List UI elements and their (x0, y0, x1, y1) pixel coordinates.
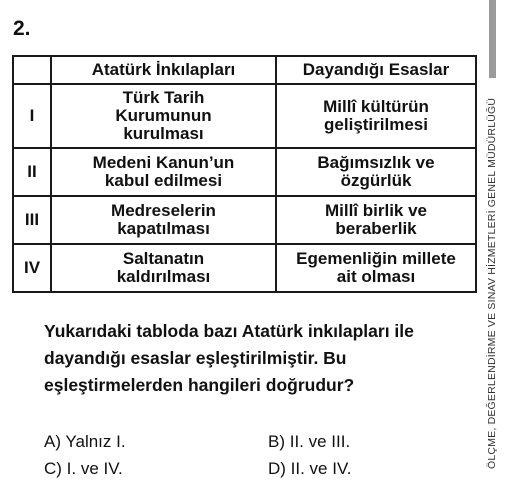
publisher-sidebar (476, 0, 513, 487)
row-principle: Egemenliğin millete ait olması (276, 244, 476, 292)
table-row (13, 244, 476, 292)
row-roman: III (13, 196, 51, 244)
row-reform: Türk Tarih Kurumunun kurulması (51, 84, 276, 148)
table-row (13, 148, 476, 196)
table-row (13, 84, 476, 148)
header-reforms: Atatürk İnkılapları (51, 56, 276, 84)
row-principle: Bağımsızlık ve özgürlük (276, 148, 476, 196)
table-row (13, 196, 476, 244)
option-a[interactable]: A) Yalnız I. (44, 432, 126, 451)
matching-table (12, 55, 477, 293)
row-roman: II (13, 148, 51, 196)
row-roman: IV (13, 244, 51, 292)
table-header-row (13, 56, 476, 84)
row-reform: Medreselerin kapatılması (51, 196, 276, 244)
header-principles: Dayandığı Esaslar (276, 56, 476, 84)
option-d[interactable]: D) II. ve IV. (268, 459, 352, 478)
publisher-name: ÖLÇME, DEĞERLENDİRME VE SINAV HİZMETLERİ GENEL MÜDÜRLÜĞÜ (486, 97, 498, 469)
option-b[interactable]: B) II. ve III. (268, 432, 351, 451)
header-empty-cell (13, 56, 51, 84)
row-reform: Medeni Kanun’un kabul edilmesi (51, 148, 276, 196)
option-c[interactable]: C) I. ve IV. (44, 459, 123, 478)
question-stem: Yukarıdaki tabloda bazı Atatürk inkılapları ile dayandığı esaslar eşleştirilmiştir. Bu eşleştirmelerden hangileri doğrudur? (44, 321, 414, 395)
row-principle: Millî kültürün geliştirilmesi (276, 84, 476, 148)
row-reform: Saltanatın kaldırılması (51, 244, 276, 292)
row-principle: Millî birlik ve beraberlik (276, 196, 476, 244)
question-number: 2. (13, 17, 31, 40)
row-roman: I (13, 84, 51, 148)
sidebar-bar (489, 0, 496, 78)
